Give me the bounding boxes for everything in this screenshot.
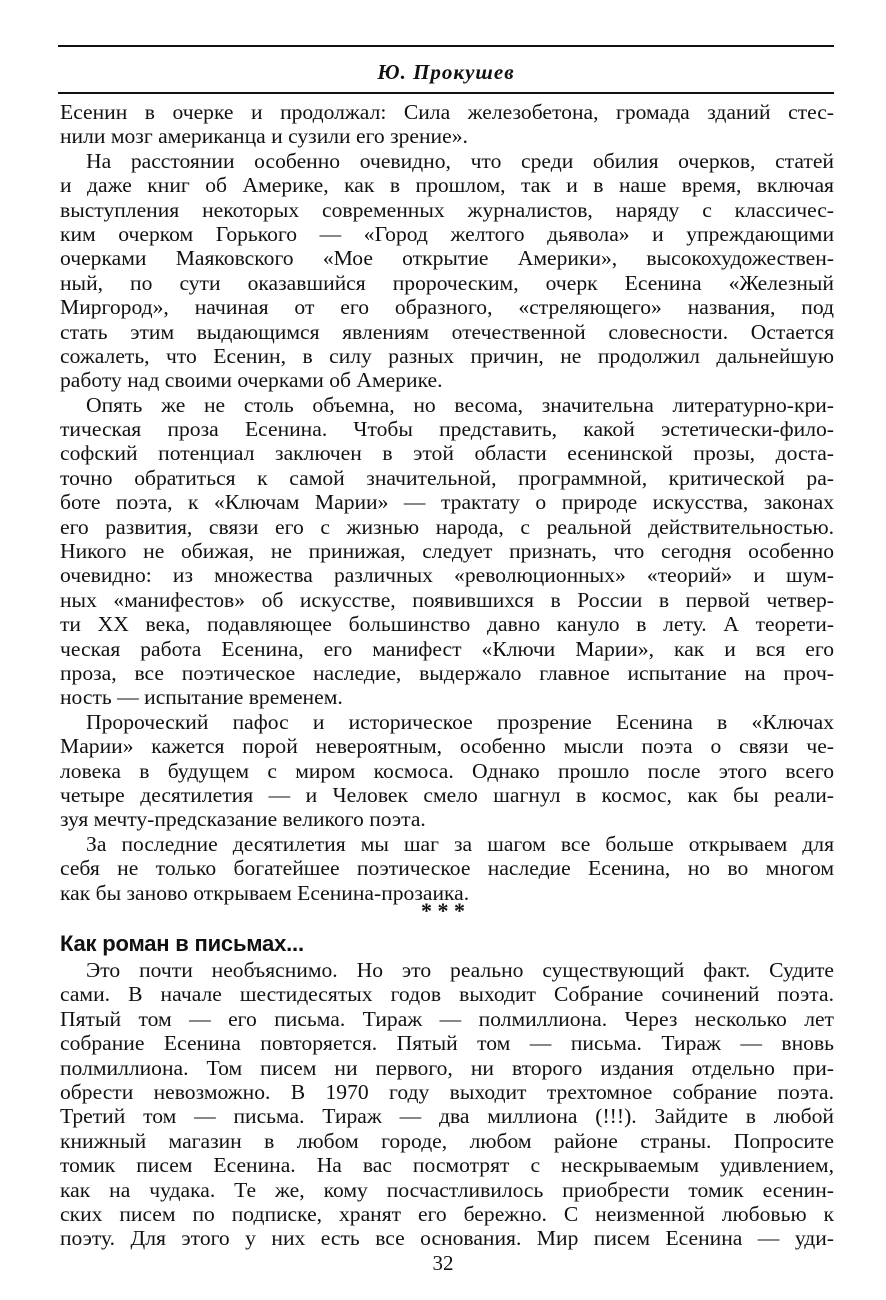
text-line: Пятый том — его письма. Тираж — полмиллиона. Через несколько лет (60, 1006, 834, 1031)
text-line: ти XX века, подавляющее большинство давно кануло в лету. А теорети- (60, 612, 834, 637)
section-separator: * * * (421, 898, 465, 923)
text-line: тическая проза Есенина. Чтобы представить, какой эстетически-фило- (60, 417, 834, 442)
text-line: собрание Есенина повторяется. Пятый том — письма. Тираж — вновь (60, 1031, 834, 1056)
text-line: Миргород», начиная от его образного, «стреляющего» названия, под (60, 295, 834, 320)
section-heading: Как роман в письмах... (60, 931, 304, 956)
text-line: проза, все поэтическое наследие, выдержало главное испытание на проч- (60, 660, 834, 685)
text-line: Есенин в очерке и продолжал: Сила железобетона, громада зданий стес- (60, 100, 834, 124)
text-line: стать этим выдающимся явлениям отечественной словесности. Остается (60, 319, 834, 344)
text-line: как на чудака. Те же, кому посчастливилось приобрести томик есенин- (60, 1177, 834, 1202)
text-line: сожалеть, что Есенин, в силу разных причин, не продолжил дальнейшую (60, 343, 834, 368)
paragraph (60, 100, 834, 149)
page-number: 32 (432, 1251, 454, 1275)
text-line: Никого не обижая, не принижая, следует признать, что сегодня особенно (60, 539, 834, 564)
running-head: Ю. Прокушев (377, 60, 515, 84)
section-text (60, 958, 834, 1251)
text-line: зуя мечту-предсказание великого поэта. (60, 807, 426, 832)
text-line: ловека в будущем с миром космоса. Однако прошло после этого всего (60, 758, 834, 783)
text-line: обрести невозможно. В 1970 году выходит трехтомное собрание поэта. (60, 1079, 834, 1104)
text-line: Марии» кажется порой невероятным, особенно мысли поэта о связи че- (60, 734, 834, 759)
text-line: выступления некоторых современных журналистов, наряду с классичес- (60, 197, 834, 222)
text-line: софский потенциал заключен в этой области есенинской прозы, доста- (60, 441, 834, 466)
text-line: его развития, связи его с жизнью народа, с реальной действительностью. (60, 514, 834, 539)
paragraph (60, 149, 834, 393)
paragraph (60, 393, 834, 710)
text-line: и даже книг об Америке, как в прошлом, так и в наше время, включая (60, 173, 834, 198)
text-line: нили мозг американца и сузили его зрение». (60, 124, 468, 149)
text-line: ных «манифестов» об искусстве, появившихся в России в первой четвер- (60, 587, 834, 612)
text-line: поэту. Для этого у них есть все основания. Мир писем Есенина — уди- (60, 1226, 834, 1251)
text-line: сами. В начале шестидесятых годов выходит Собрание сочинений поэта. (60, 982, 834, 1007)
text-line: боте поэта, к «Ключам Марии» — трактату о природе искусства, законах (60, 490, 834, 515)
text-line: Третий том — письма. Тираж — два миллиона (!!!). Зайдите в любой (60, 1104, 834, 1129)
text-line: четыре десятилетия — и Человек смело шагнул в космос, как бы реали- (60, 782, 834, 807)
text-line: ских писем по подписке, хранят его бережно. С неизменной любовью к (60, 1201, 834, 1226)
text-line: очевидно: из множества различных «революционных» «теорий» и шум- (60, 563, 834, 588)
text-line: ким очерком Горького — «Город желтого дьявола» и упреждающими (60, 221, 834, 246)
header-rule-top (58, 45, 834, 47)
text-line: томик писем Есенина. На вас посмотрят с нескрываемым удивлением, (60, 1153, 834, 1178)
main-text (60, 100, 834, 905)
text-line: ность — испытание временем. (60, 685, 343, 710)
text-line: ный, по сути оказавшийся пророческим, очерк Есенина «Железный (60, 270, 834, 295)
paragraph (60, 832, 834, 905)
text-line: На расстоянии особенно очевидно, что среди обилия очерков, статей (86, 148, 834, 173)
text-line: ческая работа Есенина, его манифест «Ключи Марии», как и вся его (60, 636, 834, 661)
text-line: Опять же не столь объемна, но весома, значительна литературно-кри- (86, 392, 834, 417)
text-line: себя не только богатейшее поэтическое наследие Есенина, но во многом (60, 856, 834, 881)
text-line: полмиллиона. Том писем ни первого, ни второго издания отдельно при- (60, 1055, 834, 1080)
paragraph (60, 710, 834, 832)
text-line: точно обратиться к самой значительной, программной, критической ра- (60, 465, 834, 490)
header-rule-bottom (58, 92, 834, 94)
text-line: За последние десятилетия мы шаг за шагом все больше открываем для (86, 831, 834, 856)
text-line: Это почти необъяснимо. Но это реально существующий факт. Судите (86, 958, 834, 982)
text-line: как бы заново открываем Есенина-прозаика. (60, 880, 470, 905)
text-line: Пророческий пафос и историческое прозрение Есенина в «Ключах (86, 709, 834, 734)
text-line: книжный магазин в любом городе, любом районе страны. Попросите (60, 1128, 834, 1153)
text-line: очерками Маяковского «Мое открытие Америки», высокохудожествен- (60, 246, 834, 271)
text-line: работу над своими очерками об Америке. (60, 368, 443, 393)
